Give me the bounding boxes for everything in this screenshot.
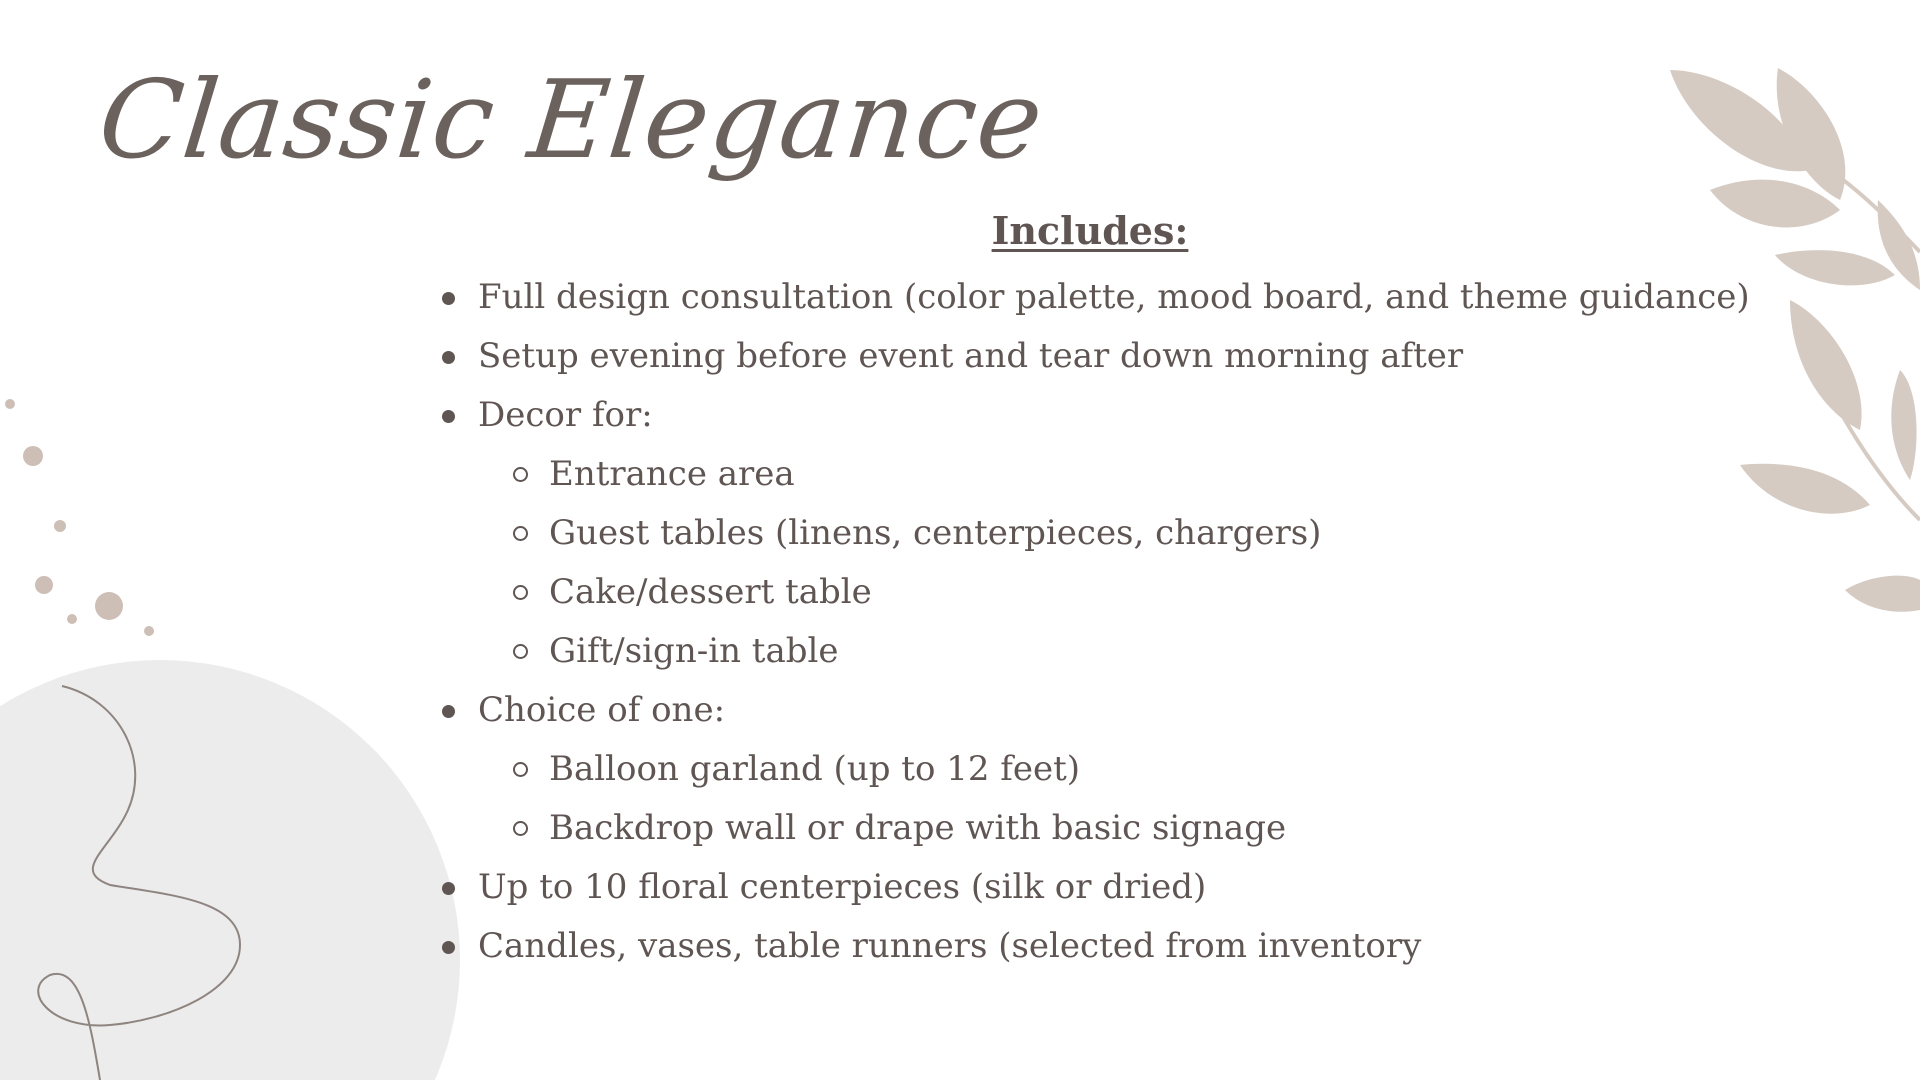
list-item: Decor for: [436, 386, 1816, 445]
sub-list-item: Entrance area [436, 445, 1816, 504]
slide-title: Classic Elegance [93, 58, 1050, 183]
sub-list-item: Guest tables (linens, centerpieces, chargers) [436, 504, 1816, 563]
sub-list-item: Backdrop wall or drape with basic signage [436, 799, 1816, 858]
sub-list-item: Cake/dessert table [436, 563, 1816, 622]
list-item: Full design consultation (color palette, mood board, and theme guidance) [436, 268, 1816, 327]
list-item: Setup evening before event and tear down morning after [436, 327, 1816, 386]
decorative-dots [5, 399, 154, 636]
sub-list-item: Gift/sign-in table [436, 622, 1816, 681]
squiggle-line [38, 686, 240, 1080]
list-item: Choice of one: [436, 681, 1816, 740]
includes-list [436, 268, 1816, 976]
list-item: Up to 10 floral centerpieces (silk or dried) [436, 858, 1816, 917]
sub-list-item: Balloon garland (up to 12 feet) [436, 740, 1816, 799]
list-item: Candles, vases, table runners (selected from inventory [436, 917, 1816, 976]
includes-heading: Includes: [991, 208, 1189, 253]
